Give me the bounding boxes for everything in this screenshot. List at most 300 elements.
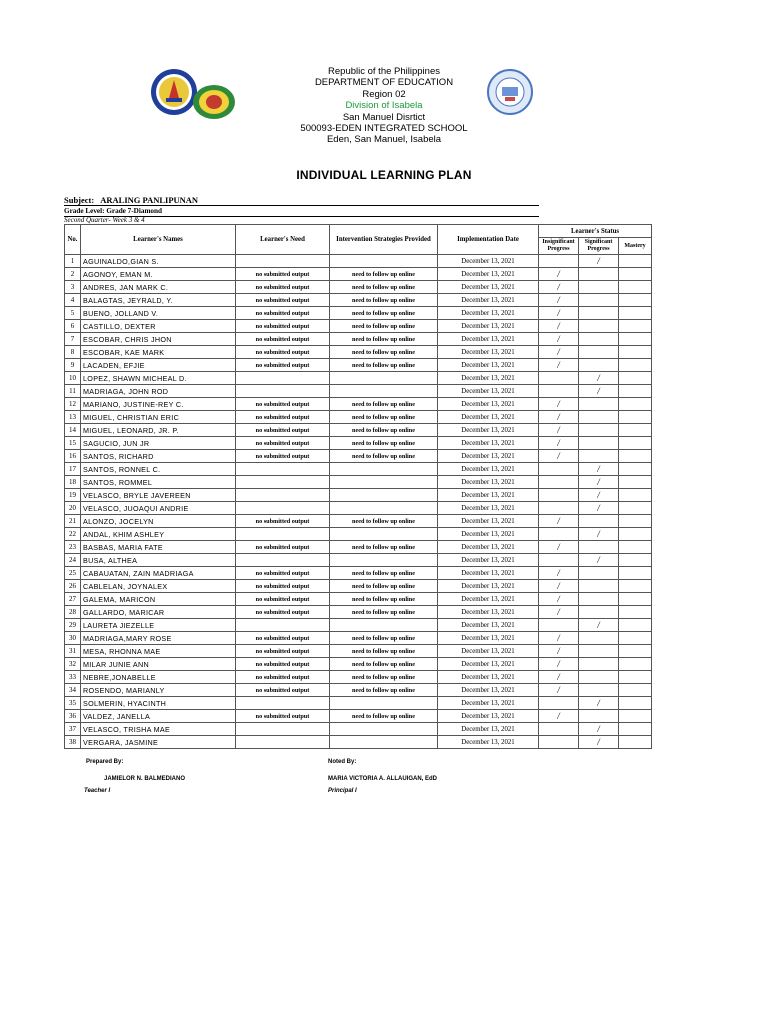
status-significant-cell [579, 606, 619, 619]
row-number: 31 [65, 645, 81, 658]
intervention-strategy: need to follow up online [330, 333, 438, 346]
learner-name: LOPEZ, SHAWN MICHEAL D. [81, 372, 236, 385]
table-row [65, 684, 652, 697]
implementation-date: December 13, 2021 [438, 398, 539, 411]
status-mastery-cell [619, 307, 652, 320]
status-insignificant-cell [539, 554, 579, 567]
learner-name: SAGUCIO, JUN JR [81, 437, 236, 450]
learner-need: no submitted output [236, 710, 330, 723]
row-number: 11 [65, 385, 81, 398]
learner-name: BALAGTAS, JEYRALD, Y. [81, 294, 236, 307]
status-mastery-cell [619, 541, 652, 554]
status-insignificant-cell: / [539, 333, 579, 346]
status-significant-cell [579, 398, 619, 411]
learner-need: no submitted output [236, 671, 330, 684]
intervention-strategy: need to follow up online [330, 593, 438, 606]
republic-line: Republic of the Philippines [328, 66, 440, 77]
row-number: 3 [65, 281, 81, 294]
status-insignificant-cell: / [539, 606, 579, 619]
implementation-date: December 13, 2021 [438, 515, 539, 528]
intervention-strategy: need to follow up online [330, 411, 438, 424]
page-title: INDIVIDUAL LEARNING PLAN [296, 168, 472, 182]
learner-need: no submitted output [236, 658, 330, 671]
learner-need: no submitted output [236, 593, 330, 606]
learner-need: no submitted output [236, 632, 330, 645]
row-number: 5 [65, 307, 81, 320]
table-row [65, 619, 652, 632]
row-number: 27 [65, 593, 81, 606]
status-insignificant-cell [539, 502, 579, 515]
status-mastery-cell [619, 359, 652, 372]
header-no: No. [65, 225, 81, 255]
row-number: 33 [65, 671, 81, 684]
row-number: 36 [65, 710, 81, 723]
implementation-date: December 13, 2021 [438, 619, 539, 632]
table-row [65, 645, 652, 658]
status-significant-cell: / [579, 723, 619, 736]
table-row [65, 268, 652, 281]
intervention-strategy: need to follow up online [330, 541, 438, 554]
status-significant-cell: / [579, 385, 619, 398]
status-mastery-cell [619, 736, 652, 749]
learner-rows [65, 255, 652, 749]
implementation-date: December 13, 2021 [438, 281, 539, 294]
implementation-date: December 13, 2021 [438, 580, 539, 593]
status-mastery-cell [619, 255, 652, 268]
learner-name: CASTILLO, DEXTER [81, 320, 236, 333]
status-mastery-cell [619, 619, 652, 632]
implementation-date: December 13, 2021 [438, 502, 539, 515]
intervention-strategy: need to follow up online [330, 671, 438, 684]
status-significant-cell: / [579, 476, 619, 489]
implementation-date: December 13, 2021 [438, 606, 539, 619]
status-insignificant-cell [539, 723, 579, 736]
learner-need [236, 528, 330, 541]
status-significant-cell: / [579, 736, 619, 749]
status-mastery-cell [619, 489, 652, 502]
row-number: 16 [65, 450, 81, 463]
implementation-date: December 13, 2021 [438, 710, 539, 723]
intervention-strategy: need to follow up online [330, 294, 438, 307]
status-insignificant-cell [539, 476, 579, 489]
noted-name: MARIA VICTORIA A. ALLAUIGAN, EdD [328, 776, 437, 782]
intervention-strategy [330, 736, 438, 749]
table-row [65, 736, 652, 749]
row-number: 12 [65, 398, 81, 411]
learner-name: MESA, RHONNA MAE [81, 645, 236, 658]
implementation-date: December 13, 2021 [438, 268, 539, 281]
status-insignificant-cell: / [539, 307, 579, 320]
status-significant-cell: / [579, 463, 619, 476]
implementation-date: December 13, 2021 [438, 697, 539, 710]
noted-label: Noted By: [328, 759, 357, 765]
status-mastery-cell [619, 333, 652, 346]
implementation-date: December 13, 2021 [438, 450, 539, 463]
learner-need [236, 723, 330, 736]
learner-name: LACADEN, EFJIE [81, 359, 236, 372]
learner-name: MADRIAGA, JOHN ROD [81, 385, 236, 398]
implementation-date: December 13, 2021 [438, 424, 539, 437]
table-row [65, 398, 652, 411]
status-insignificant-cell: / [539, 424, 579, 437]
status-mastery-cell [619, 398, 652, 411]
status-significant-cell [579, 281, 619, 294]
row-number: 10 [65, 372, 81, 385]
implementation-date: December 13, 2021 [438, 476, 539, 489]
row-number: 2 [65, 268, 81, 281]
learner-need: no submitted output [236, 606, 330, 619]
learner-name: VELASCO, TRISHA MAE [81, 723, 236, 736]
status-insignificant-cell [539, 619, 579, 632]
learner-name: ANDAL, KHIM ASHLEY [81, 528, 236, 541]
row-number: 1 [65, 255, 81, 268]
learner-need: no submitted output [236, 424, 330, 437]
table-row [65, 567, 652, 580]
status-significant-cell [579, 359, 619, 372]
header-name: Learner's Names [81, 225, 236, 255]
status-significant-cell [579, 567, 619, 580]
row-number: 19 [65, 489, 81, 502]
header-strategies: Intervention Strategies Provided [330, 225, 438, 255]
table-row [65, 593, 652, 606]
status-insignificant-cell: / [539, 541, 579, 554]
status-significant-cell [579, 450, 619, 463]
status-mastery-cell [619, 632, 652, 645]
learner-name: AGONOY, EMAN M. [81, 268, 236, 281]
status-insignificant-cell: / [539, 684, 579, 697]
learner-name: GALLARDO, MARICAR [81, 606, 236, 619]
learner-need [236, 736, 330, 749]
status-mastery-cell [619, 528, 652, 541]
row-number: 8 [65, 346, 81, 359]
intervention-strategy: need to follow up online [330, 658, 438, 671]
learner-name: SOLMERIN, HYACINTH [81, 697, 236, 710]
learning-plan-table [64, 224, 652, 749]
intervention-strategy [330, 723, 438, 736]
intervention-strategy: need to follow up online [330, 398, 438, 411]
status-insignificant-cell: / [539, 645, 579, 658]
implementation-date: December 13, 2021 [438, 658, 539, 671]
intervention-strategy [330, 554, 438, 567]
prepared-name: JAMIELOR N. BALMEDIANO [104, 776, 185, 782]
implementation-date: December 13, 2021 [438, 411, 539, 424]
learner-need: no submitted output [236, 346, 330, 359]
learner-need [236, 697, 330, 710]
table-row [65, 294, 652, 307]
row-number: 21 [65, 515, 81, 528]
school-line: 500093-EDEN INTEGRATED SCHOOL [300, 123, 468, 135]
implementation-date: December 13, 2021 [438, 684, 539, 697]
learner-need [236, 619, 330, 632]
status-insignificant-cell [539, 697, 579, 710]
learner-name: ESCOBAR, CHRIS JHON [81, 333, 236, 346]
status-significant-cell [579, 710, 619, 723]
status-insignificant-cell [539, 385, 579, 398]
status-mastery-cell [619, 515, 652, 528]
row-number: 24 [65, 554, 81, 567]
row-number: 20 [65, 502, 81, 515]
learner-need: no submitted output [236, 450, 330, 463]
subject-line [64, 196, 539, 206]
row-number: 22 [65, 528, 81, 541]
intervention-strategy: need to follow up online [330, 307, 438, 320]
table-row [65, 281, 652, 294]
intervention-strategy: need to follow up online [330, 450, 438, 463]
status-mastery-cell [619, 385, 652, 398]
status-significant-cell [579, 346, 619, 359]
status-insignificant-cell [539, 489, 579, 502]
learner-name: VALDEZ, JANELLA [81, 710, 236, 723]
status-mastery-cell [619, 567, 652, 580]
status-significant-cell: / [579, 554, 619, 567]
prepared-title: Teacher I [84, 788, 111, 794]
status-mastery-cell [619, 463, 652, 476]
table-row [65, 632, 652, 645]
learner-name: BUSA, ALTHEA [81, 554, 236, 567]
status-insignificant-cell [539, 372, 579, 385]
learner-need: no submitted output [236, 567, 330, 580]
intervention-strategy: need to follow up online [330, 437, 438, 450]
learner-name: MIGUEL, CHRISTIAN ERIC [81, 411, 236, 424]
intervention-strategy: need to follow up online [330, 710, 438, 723]
learner-name: ESCOBAR, KAE MARK [81, 346, 236, 359]
address-line: Eden, San Manuel, Isabela [326, 134, 442, 146]
row-number: 29 [65, 619, 81, 632]
status-insignificant-cell: / [539, 515, 579, 528]
row-number: 28 [65, 606, 81, 619]
implementation-date: December 13, 2021 [438, 437, 539, 450]
table-row [65, 502, 652, 515]
learner-need [236, 385, 330, 398]
status-insignificant-cell: / [539, 593, 579, 606]
implementation-date: December 13, 2021 [438, 359, 539, 372]
learner-need: no submitted output [236, 515, 330, 528]
intervention-strategy [330, 697, 438, 710]
row-number: 9 [65, 359, 81, 372]
header-insignificant: Insignificant Progress [539, 238, 579, 255]
implementation-date: December 13, 2021 [438, 723, 539, 736]
learner-name: SANTOS, RONNEL C. [81, 463, 236, 476]
status-significant-cell [579, 580, 619, 593]
status-insignificant-cell: / [539, 359, 579, 372]
learner-need: no submitted output [236, 645, 330, 658]
intervention-strategy: need to follow up online [330, 515, 438, 528]
intervention-strategy: need to follow up online [330, 632, 438, 645]
implementation-date: December 13, 2021 [438, 346, 539, 359]
status-significant-cell [579, 320, 619, 333]
intervention-strategy [330, 502, 438, 515]
status-insignificant-cell [539, 255, 579, 268]
learner-need: no submitted output [236, 580, 330, 593]
table-row [65, 450, 652, 463]
table-row [65, 320, 652, 333]
status-insignificant-cell: / [539, 268, 579, 281]
header-need: Learner's Need [236, 225, 330, 255]
header-date: Implementation Date [438, 225, 539, 255]
status-mastery-cell [619, 580, 652, 593]
learner-name: MARIANO, JUSTINE-REY C. [81, 398, 236, 411]
row-number: 7 [65, 333, 81, 346]
division-line: Division of Isabela [345, 100, 423, 112]
intervention-strategy: need to follow up online [330, 346, 438, 359]
learner-need: no submitted output [236, 541, 330, 554]
intervention-strategy [330, 619, 438, 632]
status-significant-cell [579, 437, 619, 450]
row-number: 4 [65, 294, 81, 307]
table-row [65, 437, 652, 450]
status-mastery-cell [619, 606, 652, 619]
status-insignificant-cell: / [539, 450, 579, 463]
intervention-strategy [330, 255, 438, 268]
table-row [65, 372, 652, 385]
intervention-strategy: need to follow up online [330, 567, 438, 580]
learner-need: no submitted output [236, 359, 330, 372]
implementation-date: December 13, 2021 [438, 307, 539, 320]
intervention-strategy [330, 463, 438, 476]
intervention-strategy: need to follow up online [330, 424, 438, 437]
table-row [65, 463, 652, 476]
learner-need [236, 255, 330, 268]
status-mastery-cell [619, 671, 652, 684]
status-significant-cell [579, 632, 619, 645]
status-mastery-cell [619, 658, 652, 671]
learner-name: ANDRES, JAN MARK C. [81, 281, 236, 294]
learner-name: ROSENDO, MARIANLY [81, 684, 236, 697]
learner-name: BUENO, JOLLAND V. [81, 307, 236, 320]
table-row [65, 359, 652, 372]
status-insignificant-cell: / [539, 320, 579, 333]
learner-need: no submitted output [236, 333, 330, 346]
status-mastery-cell [619, 424, 652, 437]
header-significant: Significant Progress [579, 238, 619, 255]
learner-need: no submitted output [236, 437, 330, 450]
learner-need [236, 554, 330, 567]
status-significant-cell [579, 671, 619, 684]
learner-need: no submitted output [236, 268, 330, 281]
row-number: 30 [65, 632, 81, 645]
row-number: 34 [65, 684, 81, 697]
status-mastery-cell [619, 294, 652, 307]
status-mastery-cell [619, 450, 652, 463]
row-number: 23 [65, 541, 81, 554]
learner-name: MADRIAGA,MARY ROSE [81, 632, 236, 645]
row-number: 13 [65, 411, 81, 424]
status-significant-cell [579, 424, 619, 437]
implementation-date: December 13, 2021 [438, 372, 539, 385]
learner-name: SANTOS, RICHARD [81, 450, 236, 463]
intervention-strategy [330, 489, 438, 502]
status-insignificant-cell: / [539, 294, 579, 307]
table-row [65, 541, 652, 554]
intervention-strategy: need to follow up online [330, 320, 438, 333]
status-mastery-cell [619, 554, 652, 567]
row-number: 14 [65, 424, 81, 437]
status-significant-cell [579, 294, 619, 307]
table-row [65, 606, 652, 619]
prepared-label: Prepared By: [86, 759, 124, 765]
status-significant-cell [579, 307, 619, 320]
status-mastery-cell [619, 437, 652, 450]
status-insignificant-cell: / [539, 346, 579, 359]
implementation-date: December 13, 2021 [438, 463, 539, 476]
intervention-strategy: need to follow up online [330, 359, 438, 372]
table-row [65, 723, 652, 736]
status-mastery-cell [619, 710, 652, 723]
district-line: San Manuel Disrtict [342, 111, 426, 123]
status-mastery-cell [619, 684, 652, 697]
table-row [65, 671, 652, 684]
table-row [65, 658, 652, 671]
learner-name: SANTOS, ROMMEL [81, 476, 236, 489]
learner-need: no submitted output [236, 320, 330, 333]
learner-need: no submitted output [236, 411, 330, 424]
intervention-strategy [330, 528, 438, 541]
status-significant-cell: / [579, 502, 619, 515]
implementation-date: December 13, 2021 [438, 593, 539, 606]
status-mastery-cell [619, 268, 652, 281]
table-row [65, 476, 652, 489]
intervention-strategy: need to follow up online [330, 684, 438, 697]
status-mastery-cell [619, 645, 652, 658]
row-number: 6 [65, 320, 81, 333]
learner-need [236, 502, 330, 515]
implementation-date: December 13, 2021 [438, 541, 539, 554]
learner-name: CABAUATAN, ZAIN MADRIAGA [81, 567, 236, 580]
status-insignificant-cell: / [539, 632, 579, 645]
intervention-strategy [330, 385, 438, 398]
status-significant-cell: / [579, 697, 619, 710]
learner-name: BASBAS, MARIA FATE [81, 541, 236, 554]
status-significant-cell: / [579, 372, 619, 385]
status-insignificant-cell: / [539, 567, 579, 580]
quarter-value: Second Quarter- Week 3 & 4 [64, 216, 145, 224]
table-row [65, 554, 652, 567]
row-number: 15 [65, 437, 81, 450]
implementation-date: December 13, 2021 [438, 294, 539, 307]
table-row [65, 333, 652, 346]
table-row [65, 489, 652, 502]
learner-name: ALONZO, JOCELYN [81, 515, 236, 528]
implementation-date: December 13, 2021 [438, 632, 539, 645]
subject-value: ARALING PANLIPUNAN [100, 195, 199, 205]
implementation-date: December 13, 2021 [438, 255, 539, 268]
learner-name: MIGUEL, LEONARD, JR. P. [81, 424, 236, 437]
status-significant-cell [579, 515, 619, 528]
learner-name: CABLELAN, JOYNALEX [81, 580, 236, 593]
status-mastery-cell [619, 697, 652, 710]
status-mastery-cell [619, 593, 652, 606]
status-significant-cell [579, 333, 619, 346]
status-significant-cell [579, 645, 619, 658]
status-insignificant-cell: / [539, 671, 579, 684]
implementation-date: December 13, 2021 [438, 645, 539, 658]
status-insignificant-cell: / [539, 710, 579, 723]
table-row [65, 411, 652, 424]
status-significant-cell: / [579, 528, 619, 541]
region-line: Region 02 [362, 88, 406, 100]
header-status: Learner's Status [539, 225, 652, 238]
intervention-strategy: need to follow up online [330, 268, 438, 281]
status-insignificant-cell: / [539, 398, 579, 411]
status-significant-cell [579, 593, 619, 606]
learner-name: LAURETA JIEZELLE [81, 619, 236, 632]
table-row [65, 307, 652, 320]
status-mastery-cell [619, 476, 652, 489]
status-mastery-cell [619, 372, 652, 385]
status-significant-cell [579, 411, 619, 424]
status-significant-cell: / [579, 489, 619, 502]
noted-title: Principal I [328, 788, 357, 794]
